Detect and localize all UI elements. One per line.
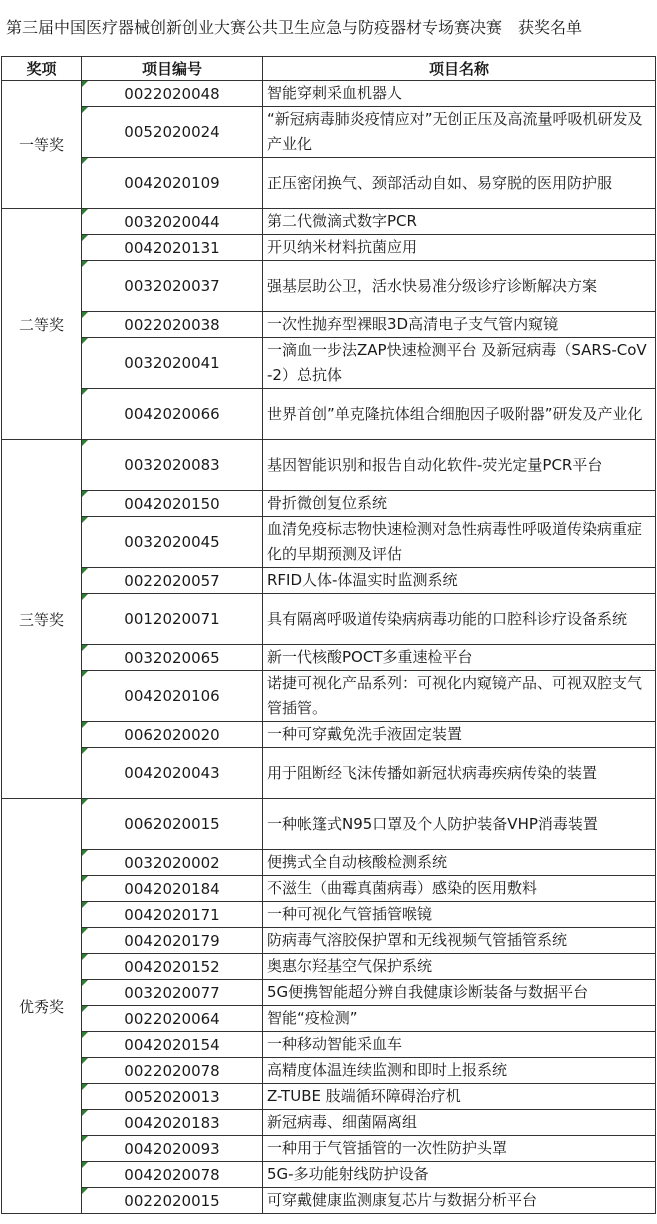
- table-row: [2, 440, 656, 491]
- project-code-cell: 0032020045: [82, 517, 263, 568]
- project-code-cell: 0042020131: [82, 235, 263, 261]
- table-row: [2, 1136, 656, 1162]
- project-code-cell: 0032020083: [82, 440, 263, 491]
- project-name-cell: 可穿戴健康监测康复芯片与数据分析平台: [263, 1188, 656, 1214]
- project-code-cell: 0052020013: [82, 1084, 263, 1110]
- project-name-cell: 不滋生（曲霉真菌病毒）感染的医用敷料: [263, 876, 656, 902]
- project-name-cell: 具有隔离呼吸道传染病病毒功能的口腔科诊疗设备系统: [263, 594, 656, 645]
- project-code-cell: 0032020002: [82, 850, 263, 876]
- table-row: [2, 1058, 656, 1084]
- project-code-cell: 0042020093: [82, 1136, 263, 1162]
- table-row: [2, 645, 656, 671]
- project-name-cell: 正压密闭换气、颈部活动自如、易穿脱的医用防护服: [263, 158, 656, 209]
- project-name-cell: 强基层助公卫，活水快易准分级诊疗诊断解决方案: [263, 261, 656, 312]
- project-code-cell: 0042020154: [82, 1032, 263, 1058]
- project-name-cell: RFID人体-体温实时监测系统: [263, 568, 656, 594]
- project-code-cell: 0032020044: [82, 209, 263, 235]
- table-row: [2, 158, 656, 209]
- project-code-cell: 0042020109: [82, 158, 263, 209]
- project-name-cell: 一次性抛弃型裸眼3D高清电子支气管内窥镜: [263, 312, 656, 338]
- project-code-cell: 0022020048: [82, 81, 263, 107]
- table-row: [2, 1032, 656, 1058]
- project-code-cell: 0042020106: [82, 671, 263, 722]
- project-code-cell: 0032020037: [82, 261, 263, 312]
- table-row: [2, 1188, 656, 1214]
- table-row: [2, 1084, 656, 1110]
- table-row: [2, 261, 656, 312]
- project-code-cell: 0062020015: [82, 799, 263, 850]
- project-name-cell: 骨折微创复位系统: [263, 491, 656, 517]
- award-level-cell: 三等奖: [2, 440, 82, 799]
- project-name-cell: 5G-多功能射线防护设备: [263, 1162, 656, 1188]
- table-row: [2, 107, 656, 158]
- page-title: 第三届中国医疗器械创新创业大赛公共卫生应急与防疫器材专场赛决赛 获奖名单: [6, 18, 583, 37]
- project-name-cell: 诺捷可视化产品系列：可视化内窥镜产品、可视双腔支气管插管。: [263, 671, 656, 722]
- table-row: [2, 928, 656, 954]
- project-name-cell: 一种用于气管插管的一次性防护头罩: [263, 1136, 656, 1162]
- award-level-cell: 二等奖: [2, 209, 82, 440]
- project-code-cell: 0062020020: [82, 722, 263, 748]
- table-row: [2, 338, 656, 389]
- project-name-cell: 用于阻断经飞沫传播如新冠状病毒疾病传染的装置: [263, 748, 656, 799]
- project-name-cell: 世界首创”单克隆抗体组合细胞因子吸附器”研发及产业化: [263, 389, 656, 440]
- table-row: [2, 81, 656, 107]
- project-name-cell: 新冠病毒、细菌隔离组: [263, 1110, 656, 1136]
- project-code-cell: 0032020065: [82, 645, 263, 671]
- table-row: [2, 902, 656, 928]
- table-row: [2, 1110, 656, 1136]
- table-row: [2, 850, 656, 876]
- table-row: [2, 568, 656, 594]
- project-name-cell: 血清免疫标志物快速检测对急性病毒性呼吸道传染病重症化的早期预测及评估: [263, 517, 656, 568]
- table-row: [2, 235, 656, 261]
- project-name-cell: 智能“疫检测”: [263, 1006, 656, 1032]
- project-code-cell: 0022020078: [82, 1058, 263, 1084]
- project-name-cell: 防病毒气溶胶保护罩和无线视频气管插管系统: [263, 928, 656, 954]
- project-code-cell: 0022020015: [82, 1188, 263, 1214]
- project-name-cell: 一种帐篷式N95口罩及个人防护装备VHP消毒装置: [263, 799, 656, 850]
- project-name-cell: 5G便携智能超分辨自我健康诊断装备与数据平台: [263, 980, 656, 1006]
- project-code-cell: 0012020071: [82, 594, 263, 645]
- project-code-cell: 0042020078: [82, 1162, 263, 1188]
- project-code-cell: 0022020038: [82, 312, 263, 338]
- project-code-cell: 0042020043: [82, 748, 263, 799]
- table-row: [2, 312, 656, 338]
- project-code-cell: 0032020041: [82, 338, 263, 389]
- table-row: [2, 748, 656, 799]
- project-code-cell: 0042020150: [82, 491, 263, 517]
- award-level-cell: 一等奖: [2, 81, 82, 209]
- project-name-cell: 一滴血一步法ZAP快速检测平台 及新冠病毒（SARS-CoV-2）总抗体: [263, 338, 656, 389]
- project-name-cell: 奥惠尔羟基空气保护系统: [263, 954, 656, 980]
- table-row: [2, 491, 656, 517]
- project-name-cell: 基因智能识别和报告自动化软件-荧光定量PCR平台: [263, 440, 656, 491]
- table-row: [2, 954, 656, 980]
- table-row: [2, 389, 656, 440]
- project-code-cell: 0022020057: [82, 568, 263, 594]
- table-row: [2, 876, 656, 902]
- project-code-cell: 0032020077: [82, 980, 263, 1006]
- table-row: [2, 980, 656, 1006]
- project-code-cell: 0042020179: [82, 928, 263, 954]
- project-code-cell: 0042020171: [82, 902, 263, 928]
- award-level-cell: 优秀奖: [2, 799, 82, 1214]
- project-name-cell: 智能穿刺采血机器人: [263, 81, 656, 107]
- table-row: [2, 594, 656, 645]
- project-code-cell: 0042020184: [82, 876, 263, 902]
- project-code-cell: 0022020064: [82, 1006, 263, 1032]
- project-code-cell: 0042020066: [82, 389, 263, 440]
- table-row: [2, 517, 656, 568]
- header-award: 奖项: [2, 57, 82, 81]
- table-row: [2, 671, 656, 722]
- project-code-cell: 0042020183: [82, 1110, 263, 1136]
- table-body: [2, 81, 656, 1214]
- table-header: [2, 57, 656, 81]
- project-name-cell: 一种可视化气管插管喉镜: [263, 902, 656, 928]
- table-row: [2, 1006, 656, 1032]
- project-name-cell: 第二代微滴式数字PCR: [263, 209, 656, 235]
- table-row: [2, 799, 656, 850]
- table-row: [2, 722, 656, 748]
- project-name-cell: “新冠病毒肺炎疫情应对”无创正压及高流量呼吸机研发及产业化: [263, 107, 656, 158]
- table-row: [2, 209, 656, 235]
- table-row: [2, 1162, 656, 1188]
- project-name-cell: 一种移动智能采血车: [263, 1032, 656, 1058]
- project-name-cell: 一种可穿戴免洗手液固定装置: [263, 722, 656, 748]
- awards-table: [1, 56, 656, 1214]
- project-name-cell: 高精度体温连续监测和即时上报系统: [263, 1058, 656, 1084]
- header-code: 项目编号: [82, 57, 263, 81]
- project-name-cell: 开贝纳米材料抗菌应用: [263, 235, 656, 261]
- project-code-cell: 0042020152: [82, 954, 263, 980]
- project-code-cell: 0052020024: [82, 107, 263, 158]
- header-name: 项目名称: [263, 57, 656, 81]
- project-name-cell: Z-TUBE 肢端循环障碍治疗机: [263, 1084, 656, 1110]
- project-name-cell: 新一代核酸POCT多重速检平台: [263, 645, 656, 671]
- project-name-cell: 便携式全自动核酸检测系统: [263, 850, 656, 876]
